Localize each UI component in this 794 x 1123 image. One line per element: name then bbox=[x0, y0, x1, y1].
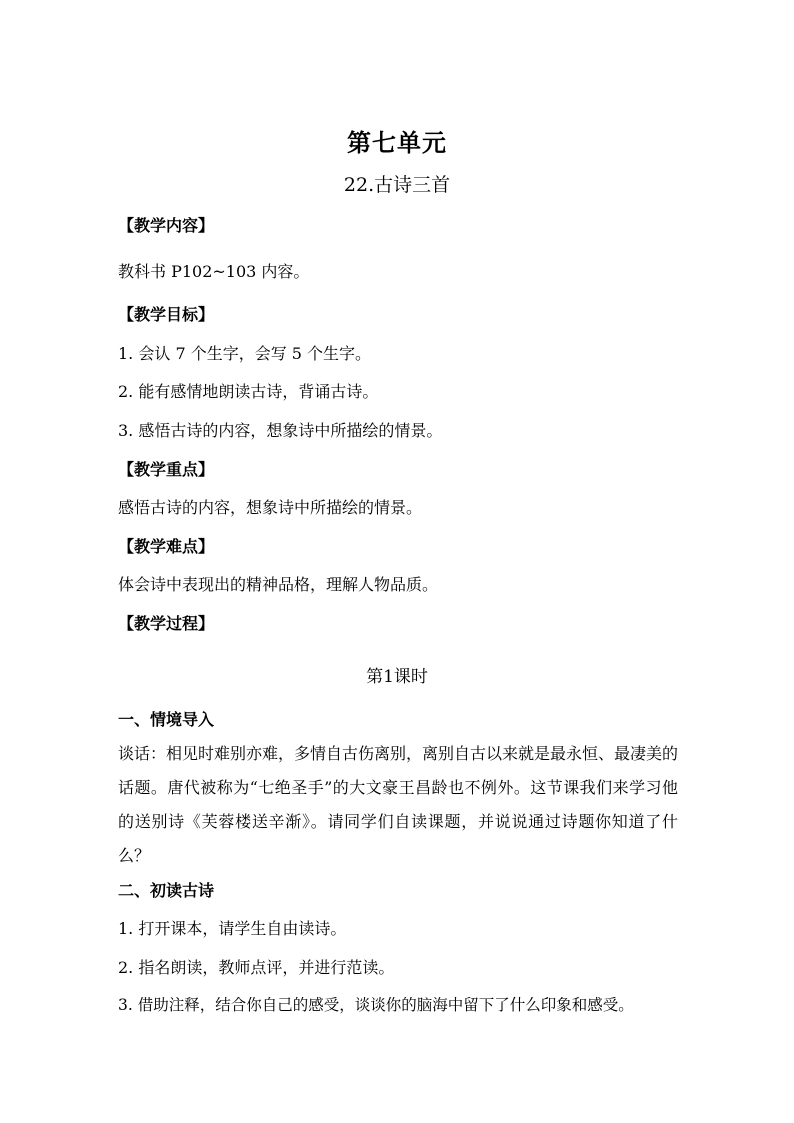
part2-heading: 二、初读古诗 bbox=[118, 881, 215, 900]
difficulty-text: 体会诗中表现出的精神品格，理解人物品质。 bbox=[118, 575, 439, 594]
part1-heading: 一、情境导入 bbox=[118, 710, 215, 729]
content-text: 教科书 P102~103 内容。 bbox=[118, 262, 310, 281]
part2-item: 2. 指名朗读，教师点评，并进行范读。 bbox=[118, 958, 395, 977]
part1-paragraph: 谈话：相见时难别亦难，多情自古伤离别，离别自古以来就是最永恒、最凄美的话题。唐代被称为“七绝圣手”的大文豪王昌龄也不例外。这节课我们来学习他的送别诗《芙蓉楼送辛渐》。请同学们自读课题，并说说通过诗题你知道了什么？ bbox=[118, 744, 679, 865]
goals-heading: 【教学目标】 bbox=[118, 305, 215, 324]
unit-title: 第七单元 bbox=[347, 129, 447, 157]
focus-text: 感悟古诗的内容，想象诗中所描绘的情景。 bbox=[118, 498, 423, 517]
content-heading: 【教学内容】 bbox=[118, 216, 215, 235]
goal-item: 2. 能有感情地朗读古诗，背诵古诗。 bbox=[118, 382, 379, 401]
lesson-period-title: 第1课时 bbox=[366, 667, 428, 687]
focus-heading: 【教学重点】 bbox=[118, 460, 215, 479]
lesson-subtitle: 22.古诗三首 bbox=[343, 174, 451, 196]
difficulty-heading: 【教学难点】 bbox=[118, 537, 215, 556]
goal-item: 3. 感悟古诗的内容，想象诗中所描绘的情景。 bbox=[118, 421, 443, 440]
process-heading: 【教学过程】 bbox=[118, 614, 215, 633]
part2-item: 3. 借助注释，结合你自己的感受，谈谈你的脑海中留下了什么印象和感受。 bbox=[118, 996, 634, 1014]
goal-item: 1. 会认 7 个生字，会写 5 个生字。 bbox=[118, 344, 372, 363]
part2-item: 1. 打开课本，请学生自由读诗。 bbox=[118, 919, 347, 938]
